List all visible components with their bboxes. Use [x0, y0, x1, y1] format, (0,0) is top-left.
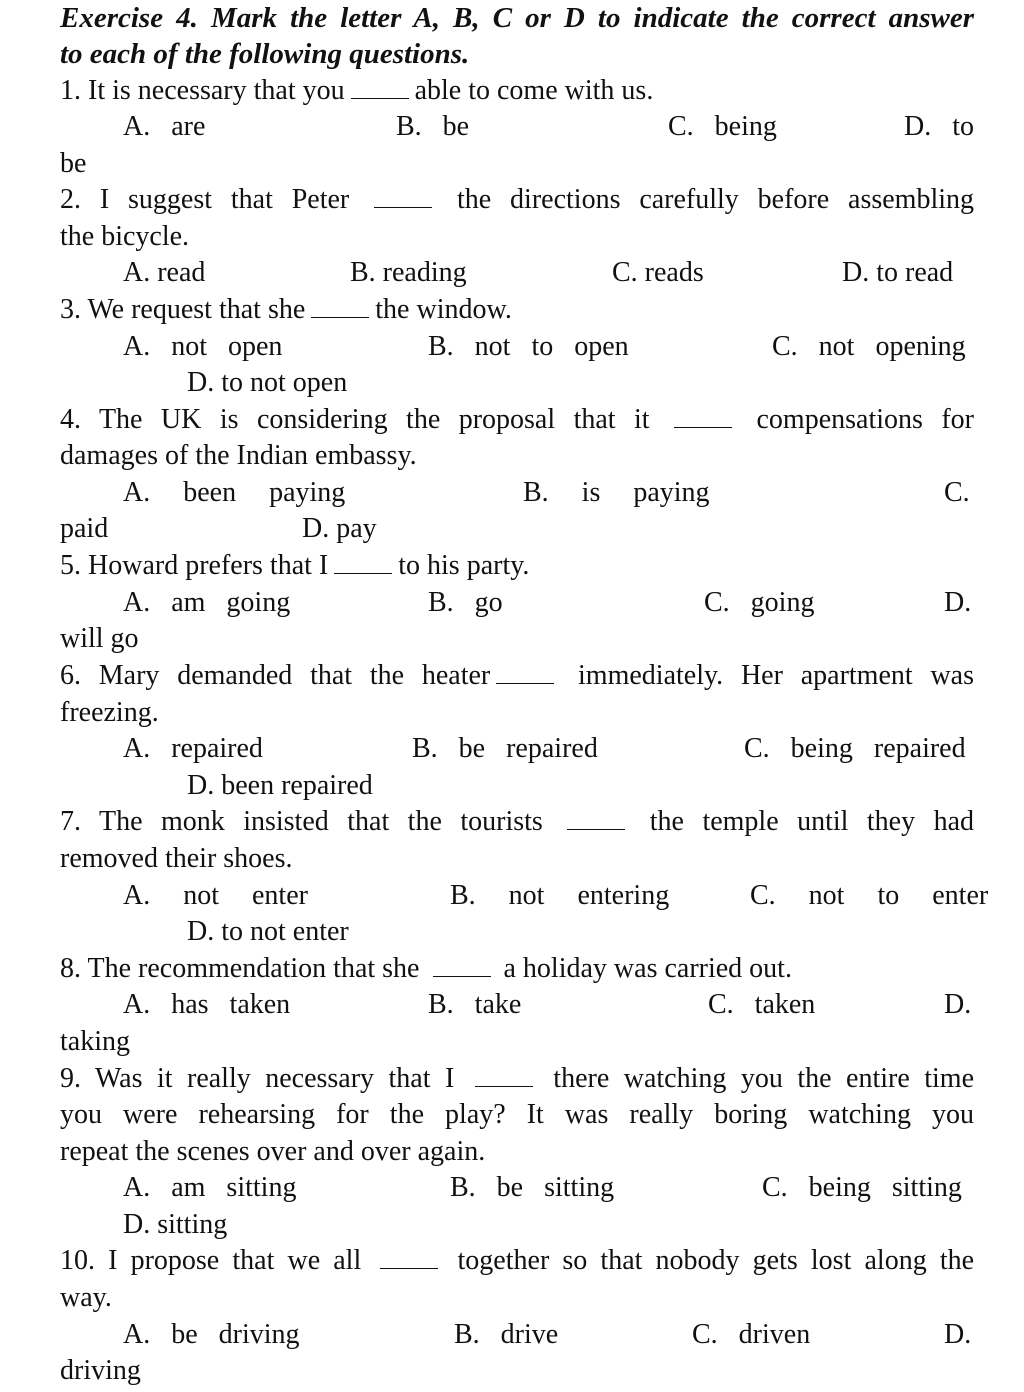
q9-option-c: C. being sitting	[762, 1172, 962, 1203]
question-8-stem: 8. The recommendation that she a holiday was carried out.	[60, 953, 792, 984]
q5-option-c: C. going	[704, 587, 815, 618]
q8-option-d: D.	[944, 989, 972, 1020]
q1-option-b: B. be	[396, 111, 470, 142]
q2-option-d: D. to read	[842, 257, 954, 288]
answer-blank	[496, 663, 554, 684]
q4-option-d: D. pay	[302, 513, 377, 544]
question-2-stem-cont: the bicycle.	[60, 221, 190, 252]
q2-option-c: C. reads	[612, 257, 704, 288]
q8-option-c: C. taken	[708, 989, 816, 1020]
question-7-stem-cont: removed their shoes.	[60, 843, 293, 874]
question-9-stem-cont-2: repeat the scenes over and over again.	[60, 1136, 486, 1167]
q9-option-d: D. sitting	[123, 1209, 228, 1240]
answer-blank	[334, 553, 392, 574]
question-4-stem-cont: damages of the Indian embassy.	[60, 440, 417, 471]
q5-option-d: D.	[944, 587, 972, 618]
q10-option-a: A. be driving	[123, 1319, 300, 1350]
q8-option-a: A. has taken	[123, 989, 291, 1020]
q6-option-d: D. been repaired	[187, 770, 373, 801]
q10-option-b: B. drive	[454, 1319, 559, 1350]
answer-blank	[433, 956, 491, 977]
q2-option-a: A. read	[123, 257, 206, 288]
q6-option-a: A. repaired	[123, 733, 263, 764]
question-6-stem-cont: freezing.	[60, 697, 159, 728]
q6-option-c: C. being repaired	[744, 733, 966, 764]
q10-option-d-wrap: driving	[60, 1355, 141, 1386]
question-2-stem: 2. I suggest that Peter the directions carefully before assembling	[60, 184, 975, 215]
question-10-stem: 10. I propose that we all together so that nobody gets lost along the	[60, 1245, 975, 1276]
q2-option-b: B. reading	[350, 257, 467, 288]
q5-option-b: B. go	[428, 587, 503, 618]
answer-blank	[380, 1248, 438, 1269]
question-7-stem: 7. The monk insisted that the tourists the temple until they had	[60, 806, 975, 837]
answer-blank	[567, 809, 625, 830]
answer-blank	[311, 297, 369, 318]
exercise-title-line-1: Exercise 4. Mark the letter A, B, C or D to indicate the correct answer	[60, 2, 974, 34]
answer-blank	[475, 1066, 533, 1087]
question-6-stem: 6. Mary demanded that the heater immediately. Her apartment was	[60, 660, 974, 691]
q5-option-a: A. am going	[123, 587, 291, 618]
q9-option-a: A. am sitting	[123, 1172, 297, 1203]
q8-option-b: B. take	[428, 989, 522, 1020]
q4-option-c-wrap: paid	[60, 513, 109, 544]
question-9-stem-cont: you were rehearsing for the play? It was really boring watching you	[60, 1099, 974, 1130]
question-9-stem: 9. Was it really necessary that I there watching you the entire time	[60, 1063, 974, 1094]
exercise-title-line-2: to each of the following questions.	[60, 38, 470, 70]
answer-blank	[374, 187, 432, 208]
q4-option-a: A. been paying	[123, 477, 346, 508]
question-5-stem: 5. Howard prefers that I to his party.	[60, 550, 530, 581]
q4-option-c: C.	[944, 477, 970, 508]
q1-option-d: D. to	[904, 111, 974, 142]
q3-option-a: A. not open	[123, 331, 283, 362]
q7-option-d: D. to not enter	[187, 916, 349, 947]
q1-option-a: A. are	[123, 111, 206, 142]
q1-option-c: C. being	[668, 111, 777, 142]
answer-blank	[674, 407, 732, 428]
q10-option-c: C. driven	[692, 1319, 811, 1350]
q3-option-b: B. not to open	[428, 331, 629, 362]
q9-option-b: B. be sitting	[450, 1172, 615, 1203]
q7-option-b: B. not entering	[450, 880, 670, 911]
question-4-stem: 4. The UK is considering the proposal that it compensations for	[60, 404, 974, 435]
q7-option-c: C. not to enter	[750, 880, 989, 911]
q10-option-d: D.	[944, 1319, 972, 1350]
q1-option-d-wrap: be	[60, 148, 87, 179]
q6-option-b: B. be repaired	[412, 733, 598, 764]
question-3-stem: 3. We request that she the window.	[60, 294, 512, 325]
q4-option-b: B. is paying	[523, 477, 710, 508]
q8-option-d-wrap: taking	[60, 1026, 130, 1057]
q3-option-c: C. not opening	[772, 331, 966, 362]
q3-option-d: D. to not open	[187, 367, 348, 398]
q5-option-d-wrap: will go	[60, 623, 139, 654]
answer-blank	[351, 78, 409, 99]
q7-option-a: A. not enter	[123, 880, 308, 911]
question-1-stem: 1. It is necessary that you able to come with us.	[60, 75, 654, 106]
question-10-stem-cont: way.	[60, 1282, 112, 1313]
